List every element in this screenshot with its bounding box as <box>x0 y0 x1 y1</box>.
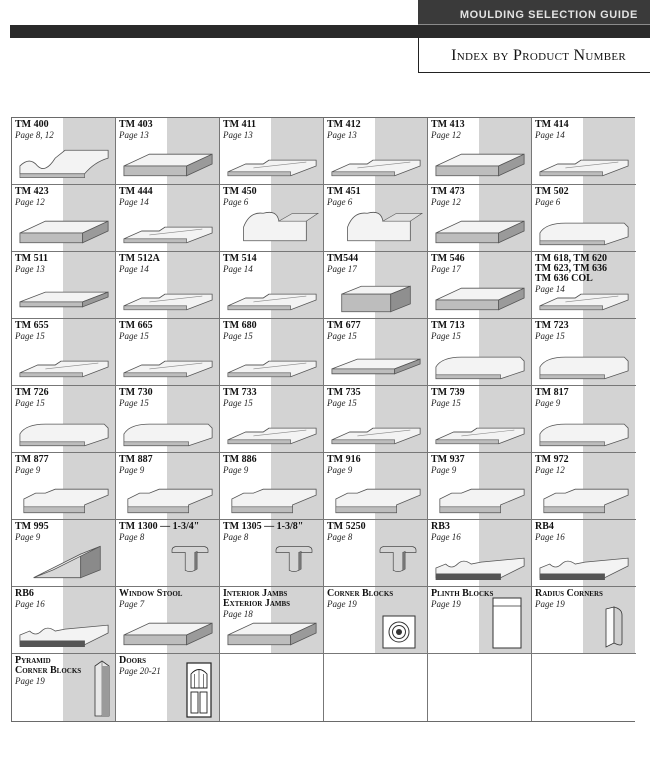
page-reference: Page 15 <box>223 398 253 408</box>
product-label <box>223 254 321 275</box>
product-cell-tm-726 <box>12 386 116 453</box>
product-cell-tm-400 <box>12 118 116 185</box>
page-reference: Page 15 <box>327 398 357 408</box>
product-cell-tm-1300-1-3-4 <box>116 520 220 587</box>
page-reference: Page 15 <box>15 398 45 408</box>
page-reference: Page 15 <box>431 398 461 408</box>
product-cell-tm-937 <box>428 453 532 520</box>
product-cell-doors <box>116 654 220 721</box>
product-label <box>119 522 217 543</box>
page-reference: Page 12 <box>431 197 461 207</box>
product-label <box>119 388 217 409</box>
moulding-profile-icon <box>224 345 322 385</box>
product-label <box>327 589 425 610</box>
page-reference: Page 15 <box>327 331 357 341</box>
product-cell-corner-blocks <box>324 587 428 654</box>
product-number: TM 1305 — 1-3/8" <box>223 521 304 532</box>
product-cell-tm-514 <box>220 252 324 319</box>
product-label <box>223 589 321 620</box>
moulding-profile-icon <box>120 479 218 519</box>
page-reference: Page 15 <box>223 331 253 341</box>
product-label <box>431 321 529 342</box>
page-reference: Page 6 <box>223 197 249 207</box>
page-reference: Page 19 <box>535 599 565 609</box>
page-reference: Page 13 <box>327 130 357 140</box>
product-cell-tm-655 <box>12 319 116 386</box>
product-cell-tm-972 <box>532 453 636 520</box>
product-label <box>15 388 113 409</box>
product-label <box>119 120 217 141</box>
page-reference: Page 9 <box>431 465 457 475</box>
moulding-profile-icon <box>536 479 634 519</box>
page-reference: Page 14 <box>223 264 253 274</box>
moulding-profile-icon <box>120 345 218 385</box>
empty-cell <box>532 654 636 721</box>
product-number: TM 618, TM 620 TM 623, TM 636 TM 636 COL <box>535 253 608 284</box>
moulding-profile-icon <box>16 345 114 385</box>
product-label <box>119 656 217 677</box>
product-label <box>15 656 113 687</box>
product-cell-rb4 <box>532 520 636 587</box>
product-label <box>431 388 529 409</box>
page-reference: Page 15 <box>119 398 149 408</box>
product-number: TM 451 <box>327 186 361 197</box>
page-reference: Page 17 <box>431 264 461 274</box>
product-number: Pyramid Corner Blocks <box>15 655 82 676</box>
subtitle-underline <box>418 72 650 73</box>
moulding-profile-icon <box>536 412 634 452</box>
product-number: TM 450 <box>223 186 257 197</box>
product-cell-tm-916 <box>324 453 428 520</box>
product-number: TM 665 <box>119 320 153 331</box>
product-number: TM 400 <box>15 119 49 130</box>
empty-cell <box>220 654 324 721</box>
product-number: RB3 <box>431 521 450 532</box>
page-reference: Page 8 <box>223 532 249 542</box>
product-cell-tm-413 <box>428 118 532 185</box>
product-cell-tm-739 <box>428 386 532 453</box>
product-number: TM 502 <box>535 186 569 197</box>
page-reference: Page 15 <box>431 331 461 341</box>
product-cell-tm-618-tm-620 <box>532 252 636 319</box>
page-reference: Page 16 <box>15 599 45 609</box>
product-label <box>535 120 634 141</box>
product-cell-tm-546 <box>428 252 532 319</box>
moulding-profile-icon <box>16 278 114 318</box>
product-number: Radius Corners <box>535 588 603 599</box>
page-reference: Page 9 <box>223 465 249 475</box>
product-number: TM 877 <box>15 454 49 465</box>
page-reference: Page 14 <box>119 264 149 274</box>
moulding-profile-icon <box>16 613 114 653</box>
product-cell-tm-1305-1-3-8 <box>220 520 324 587</box>
page-reference: Page 14 <box>535 130 565 140</box>
product-cell-plinth-blocks <box>428 587 532 654</box>
product-number: TM 403 <box>119 119 153 130</box>
product-number: TM 414 <box>535 119 569 130</box>
product-cell-tm-403 <box>116 118 220 185</box>
product-cell-rb6 <box>12 587 116 654</box>
page-reference: Page 9 <box>15 532 41 542</box>
product-cell-tm-877 <box>12 453 116 520</box>
moulding-profile-icon <box>16 211 114 251</box>
moulding-profile-icon <box>432 144 530 184</box>
moulding-profile-icon <box>16 479 114 519</box>
page-reference: Page 16 <box>535 532 565 542</box>
product-label <box>535 388 634 409</box>
page-reference: Page 17 <box>327 264 357 274</box>
product-label <box>223 120 321 141</box>
moulding-profile-icon <box>120 144 218 184</box>
product-cell-tm-730 <box>116 386 220 453</box>
product-number: TM544 <box>327 253 359 264</box>
product-number: TM 411 <box>223 119 257 130</box>
product-label <box>535 522 634 543</box>
product-number: TM 473 <box>431 186 465 197</box>
product-cell-interior-jambs <box>220 587 324 654</box>
product-number: TM 413 <box>431 119 465 130</box>
moulding-profile-icon <box>432 345 530 385</box>
product-cell-tm-412 <box>324 118 428 185</box>
moulding-profile-icon <box>432 546 530 586</box>
product-number: TM 511 <box>15 253 49 264</box>
product-label <box>431 187 529 208</box>
product-number: TM 677 <box>327 320 361 331</box>
product-label <box>119 187 217 208</box>
product-cell-tm-512a <box>116 252 220 319</box>
header-tab <box>418 0 650 26</box>
product-cell-rb3 <box>428 520 532 587</box>
page-reference: Page 12 <box>431 130 461 140</box>
product-label <box>431 455 529 476</box>
page-reference: Page 8 <box>327 532 353 542</box>
product-number: TM 995 <box>15 521 49 532</box>
product-cell-tm-5250 <box>324 520 428 587</box>
product-label <box>15 522 113 543</box>
product-number: TM 735 <box>327 387 361 398</box>
moulding-profile-icon <box>16 540 114 584</box>
product-cell-window-stool <box>116 587 220 654</box>
product-number: TM 1300 — 1-3/4" <box>119 521 200 532</box>
moulding-profile-icon <box>328 479 426 519</box>
page-reference: Page 9 <box>119 465 145 475</box>
product-label <box>223 455 321 476</box>
product-label <box>15 455 113 476</box>
page-reference: Page 15 <box>15 331 45 341</box>
product-cell-tm-886 <box>220 453 324 520</box>
page-reference: Page 13 <box>15 264 45 274</box>
product-cell-tm-817 <box>532 386 636 453</box>
product-number: TM 916 <box>327 454 361 465</box>
product-cell-pyramid <box>12 654 116 721</box>
product-cell-tm-450 <box>220 185 324 252</box>
product-label <box>327 254 425 275</box>
product-label <box>119 321 217 342</box>
product-number: TM 444 <box>119 186 153 197</box>
product-label <box>327 321 425 342</box>
product-number: TM 887 <box>119 454 153 465</box>
product-number: Window Stool <box>119 588 183 599</box>
product-label <box>119 254 217 275</box>
guide-title: MOULDING SELECTION GUIDE <box>459 9 638 21</box>
product-number: TM 412 <box>327 119 361 130</box>
product-number: TM 713 <box>431 320 465 331</box>
product-label <box>15 589 113 610</box>
product-number: TM 514 <box>223 253 257 264</box>
product-label <box>327 522 425 543</box>
product-cell-tm-887 <box>116 453 220 520</box>
product-number: TM 972 <box>535 454 569 465</box>
product-cell-tm-414 <box>532 118 636 185</box>
product-cell-tm-451 <box>324 185 428 252</box>
product-cell-tm-733 <box>220 386 324 453</box>
moulding-profile-icon <box>16 412 114 452</box>
product-label <box>535 254 634 295</box>
product-label <box>327 120 425 141</box>
product-number: TM 423 <box>15 186 49 197</box>
moulding-profile-icon <box>328 345 426 385</box>
product-cell-tm-680 <box>220 319 324 386</box>
product-number: Corner Blocks <box>327 588 394 599</box>
moulding-profile-icon <box>432 412 530 452</box>
product-cell-radius-corners <box>532 587 636 654</box>
moulding-profile-icon <box>120 278 218 318</box>
product-label <box>327 187 425 208</box>
product-number: Plinth Blocks <box>431 588 494 599</box>
product-number: TM 817 <box>535 387 569 398</box>
product-number: TM 733 <box>223 387 257 398</box>
page-reference: Page 14 <box>535 284 565 294</box>
product-cell-tm-713 <box>428 319 532 386</box>
moulding-profile-icon <box>224 412 322 452</box>
product-label <box>15 187 113 208</box>
moulding-profile-icon <box>432 479 530 519</box>
page-reference: Page 6 <box>327 197 353 207</box>
page-reference: Page 19 <box>15 676 45 686</box>
moulding-profile-icon <box>120 412 218 452</box>
product-index-grid <box>11 117 635 722</box>
product-cell-tm-677 <box>324 319 428 386</box>
corner-block-icon <box>382 615 416 649</box>
page-reference: Page 13 <box>223 130 253 140</box>
product-label <box>431 522 529 543</box>
page-reference: Page 12 <box>15 197 45 207</box>
product-number: TM 5250 <box>327 521 366 532</box>
page-reference: Page 9 <box>15 465 41 475</box>
product-cell-tm-511 <box>12 252 116 319</box>
moulding-profile-icon <box>536 345 634 385</box>
moulding-profile-icon <box>536 546 634 586</box>
product-label <box>119 455 217 476</box>
page-title: Index by Product Number <box>451 47 626 64</box>
empty-cell <box>324 654 428 721</box>
product-label <box>223 187 321 208</box>
moulding-profile-icon <box>120 613 218 653</box>
page-reference: Page 12 <box>535 465 565 475</box>
moulding-profile-icon <box>328 144 426 184</box>
product-label <box>535 321 634 342</box>
product-cell-tm-665 <box>116 319 220 386</box>
product-cell-tm-473 <box>428 185 532 252</box>
product-label <box>223 522 321 543</box>
product-cell-tm-411 <box>220 118 324 185</box>
product-number: TM 739 <box>431 387 465 398</box>
product-number: TM 723 <box>535 320 569 331</box>
product-number: TM 937 <box>431 454 465 465</box>
product-label <box>223 321 321 342</box>
subtitle-rule <box>418 38 419 72</box>
product-label <box>431 120 529 141</box>
product-number: RB4 <box>535 521 554 532</box>
page-reference: Page 13 <box>119 130 149 140</box>
moulding-profile-icon <box>16 144 114 184</box>
product-cell-tm544 <box>324 252 428 319</box>
moulding-profile-icon <box>224 144 322 184</box>
moulding-profile-icon <box>328 412 426 452</box>
product-label <box>15 321 113 342</box>
page-reference: Page 8 <box>119 532 145 542</box>
product-label <box>535 187 634 208</box>
empty-cell <box>428 654 532 721</box>
product-number: Interior Jambs Exterior Jambs <box>223 588 291 609</box>
page-reference: Page 20-21 <box>119 666 161 676</box>
product-number: RB6 <box>15 588 34 599</box>
product-cell-tm-444 <box>116 185 220 252</box>
product-cell-tm-995 <box>12 520 116 587</box>
page-reference: Page 8, 12 <box>15 130 54 140</box>
product-number: TM 680 <box>223 320 257 331</box>
moulding-profile-icon <box>536 211 634 251</box>
product-label <box>431 254 529 275</box>
product-cell-tm-423 <box>12 185 116 252</box>
page-reference: Page 6 <box>535 197 561 207</box>
product-number: TM 512A <box>119 253 160 264</box>
radius-corner-icon <box>602 605 624 649</box>
product-label <box>223 388 321 409</box>
page-reference: Page 9 <box>535 398 561 408</box>
page-reference: Page 15 <box>119 331 149 341</box>
moulding-profile-icon <box>224 205 322 249</box>
product-label <box>535 455 634 476</box>
product-label <box>119 589 217 610</box>
moulding-profile-icon <box>120 211 218 251</box>
page-reference: Page 15 <box>535 331 565 341</box>
moulding-profile-icon <box>536 144 634 184</box>
product-label <box>15 120 113 141</box>
product-label <box>431 589 529 610</box>
header-bar <box>10 25 650 38</box>
product-number: TM 886 <box>223 454 257 465</box>
moulding-profile-icon <box>224 278 322 318</box>
product-label <box>327 388 425 409</box>
moulding-profile-icon <box>328 205 426 249</box>
moulding-profile-icon <box>224 479 322 519</box>
moulding-profile-icon <box>328 278 426 318</box>
page-reference: Page 14 <box>119 197 149 207</box>
page-reference: Page 7 <box>119 599 145 609</box>
product-cell-tm-502 <box>532 185 636 252</box>
product-number: TM 655 <box>15 320 49 331</box>
page-reference: Page 18 <box>223 609 253 619</box>
product-label <box>327 455 425 476</box>
product-label <box>15 254 113 275</box>
product-number: Doors <box>119 655 147 666</box>
product-number: TM 546 <box>431 253 465 264</box>
moulding-profile-icon <box>432 211 530 251</box>
product-number: TM 726 <box>15 387 49 398</box>
moulding-profile-icon <box>432 278 530 318</box>
page-reference: Page 19 <box>327 599 357 609</box>
product-number: TM 730 <box>119 387 153 398</box>
page-reference: Page 16 <box>431 532 461 542</box>
product-cell-tm-735 <box>324 386 428 453</box>
page-reference: Page 19 <box>431 599 461 609</box>
product-label <box>535 589 634 610</box>
product-cell-tm-723 <box>532 319 636 386</box>
page-reference: Page 9 <box>327 465 353 475</box>
